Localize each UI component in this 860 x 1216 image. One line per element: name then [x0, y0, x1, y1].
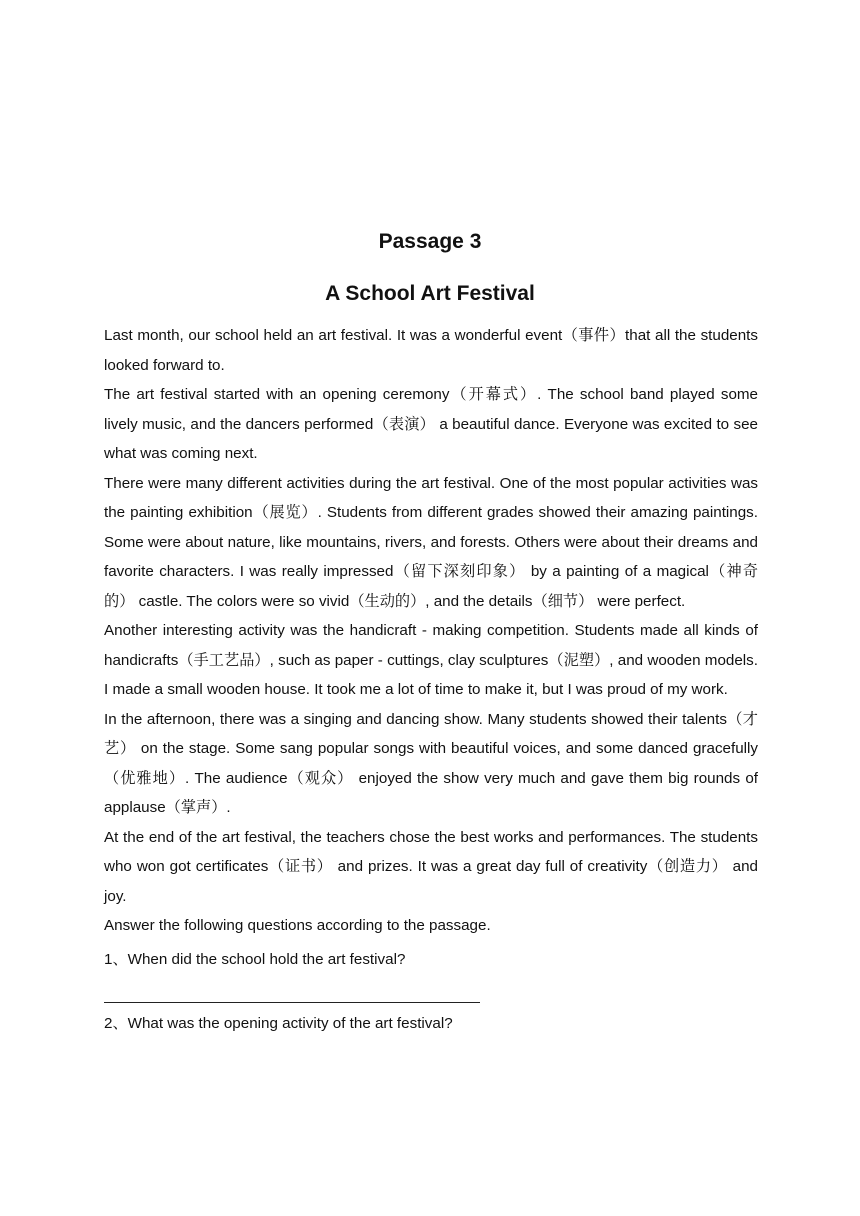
passage-number: Passage 3	[378, 230, 482, 253]
answer-line-1[interactable]	[104, 974, 480, 1003]
paragraph: The art festival started with an opening ceremony（开幕式）. The school band played some lively music, and the dancers performed（表演） a beautiful dance. Everyone was excited to see what was coming next.	[104, 386, 758, 462]
paragraph: There were many different activities during the art festival. One of the most popular activities was the painting exhibition（展览）. Students from different grades showed their amazing paintings. Some were about nature, like mountains, rivers, and forests. Others were about their dreams and favorite characters. I was really impressed（留下深刻印象） by a painting of a magical（神奇的） castle. The colors were so vivid（生动的）, and the details（细节） were perfect.	[104, 474, 758, 610]
passage-body	[104, 321, 758, 1039]
passage-title: A School Art Festival	[325, 282, 535, 305]
paragraph: Another interesting activity was the handicraft - making competition. Students made all kinds of handicrafts（手工艺品）, such as paper - cuttings, clay sculptures（泥塑）, and wooden models. I made a small wooden house. It took me a lot of time to make it, but I was proud of my work.	[104, 622, 758, 698]
question-2: 2、What was the opening activity of the art festival?	[104, 1015, 453, 1032]
paragraph: In the afternoon, there was a singing and dancing show. Many students showed their talents（才艺） on the stage. Some sang popular songs with beautiful voices, and some danced gracefully（优雅地）. The audience（观众） enjoyed the show very much and gave them big rounds of applause（掌声）.	[104, 710, 758, 816]
paragraph: Last month, our school held an art festival. It was a wonderful event（事件）that all the students looked forward to.	[104, 327, 758, 374]
paragraph: At the end of the art festival, the teachers chose the best works and performances. The students who won got certificates（证书） and prizes. It was a great day full of creativity（创造力） and joy.	[104, 828, 758, 905]
instructions: Answer the following questions according to the passage.	[104, 917, 491, 934]
question-1: 1、When did the school hold the art festival?	[104, 950, 406, 968]
